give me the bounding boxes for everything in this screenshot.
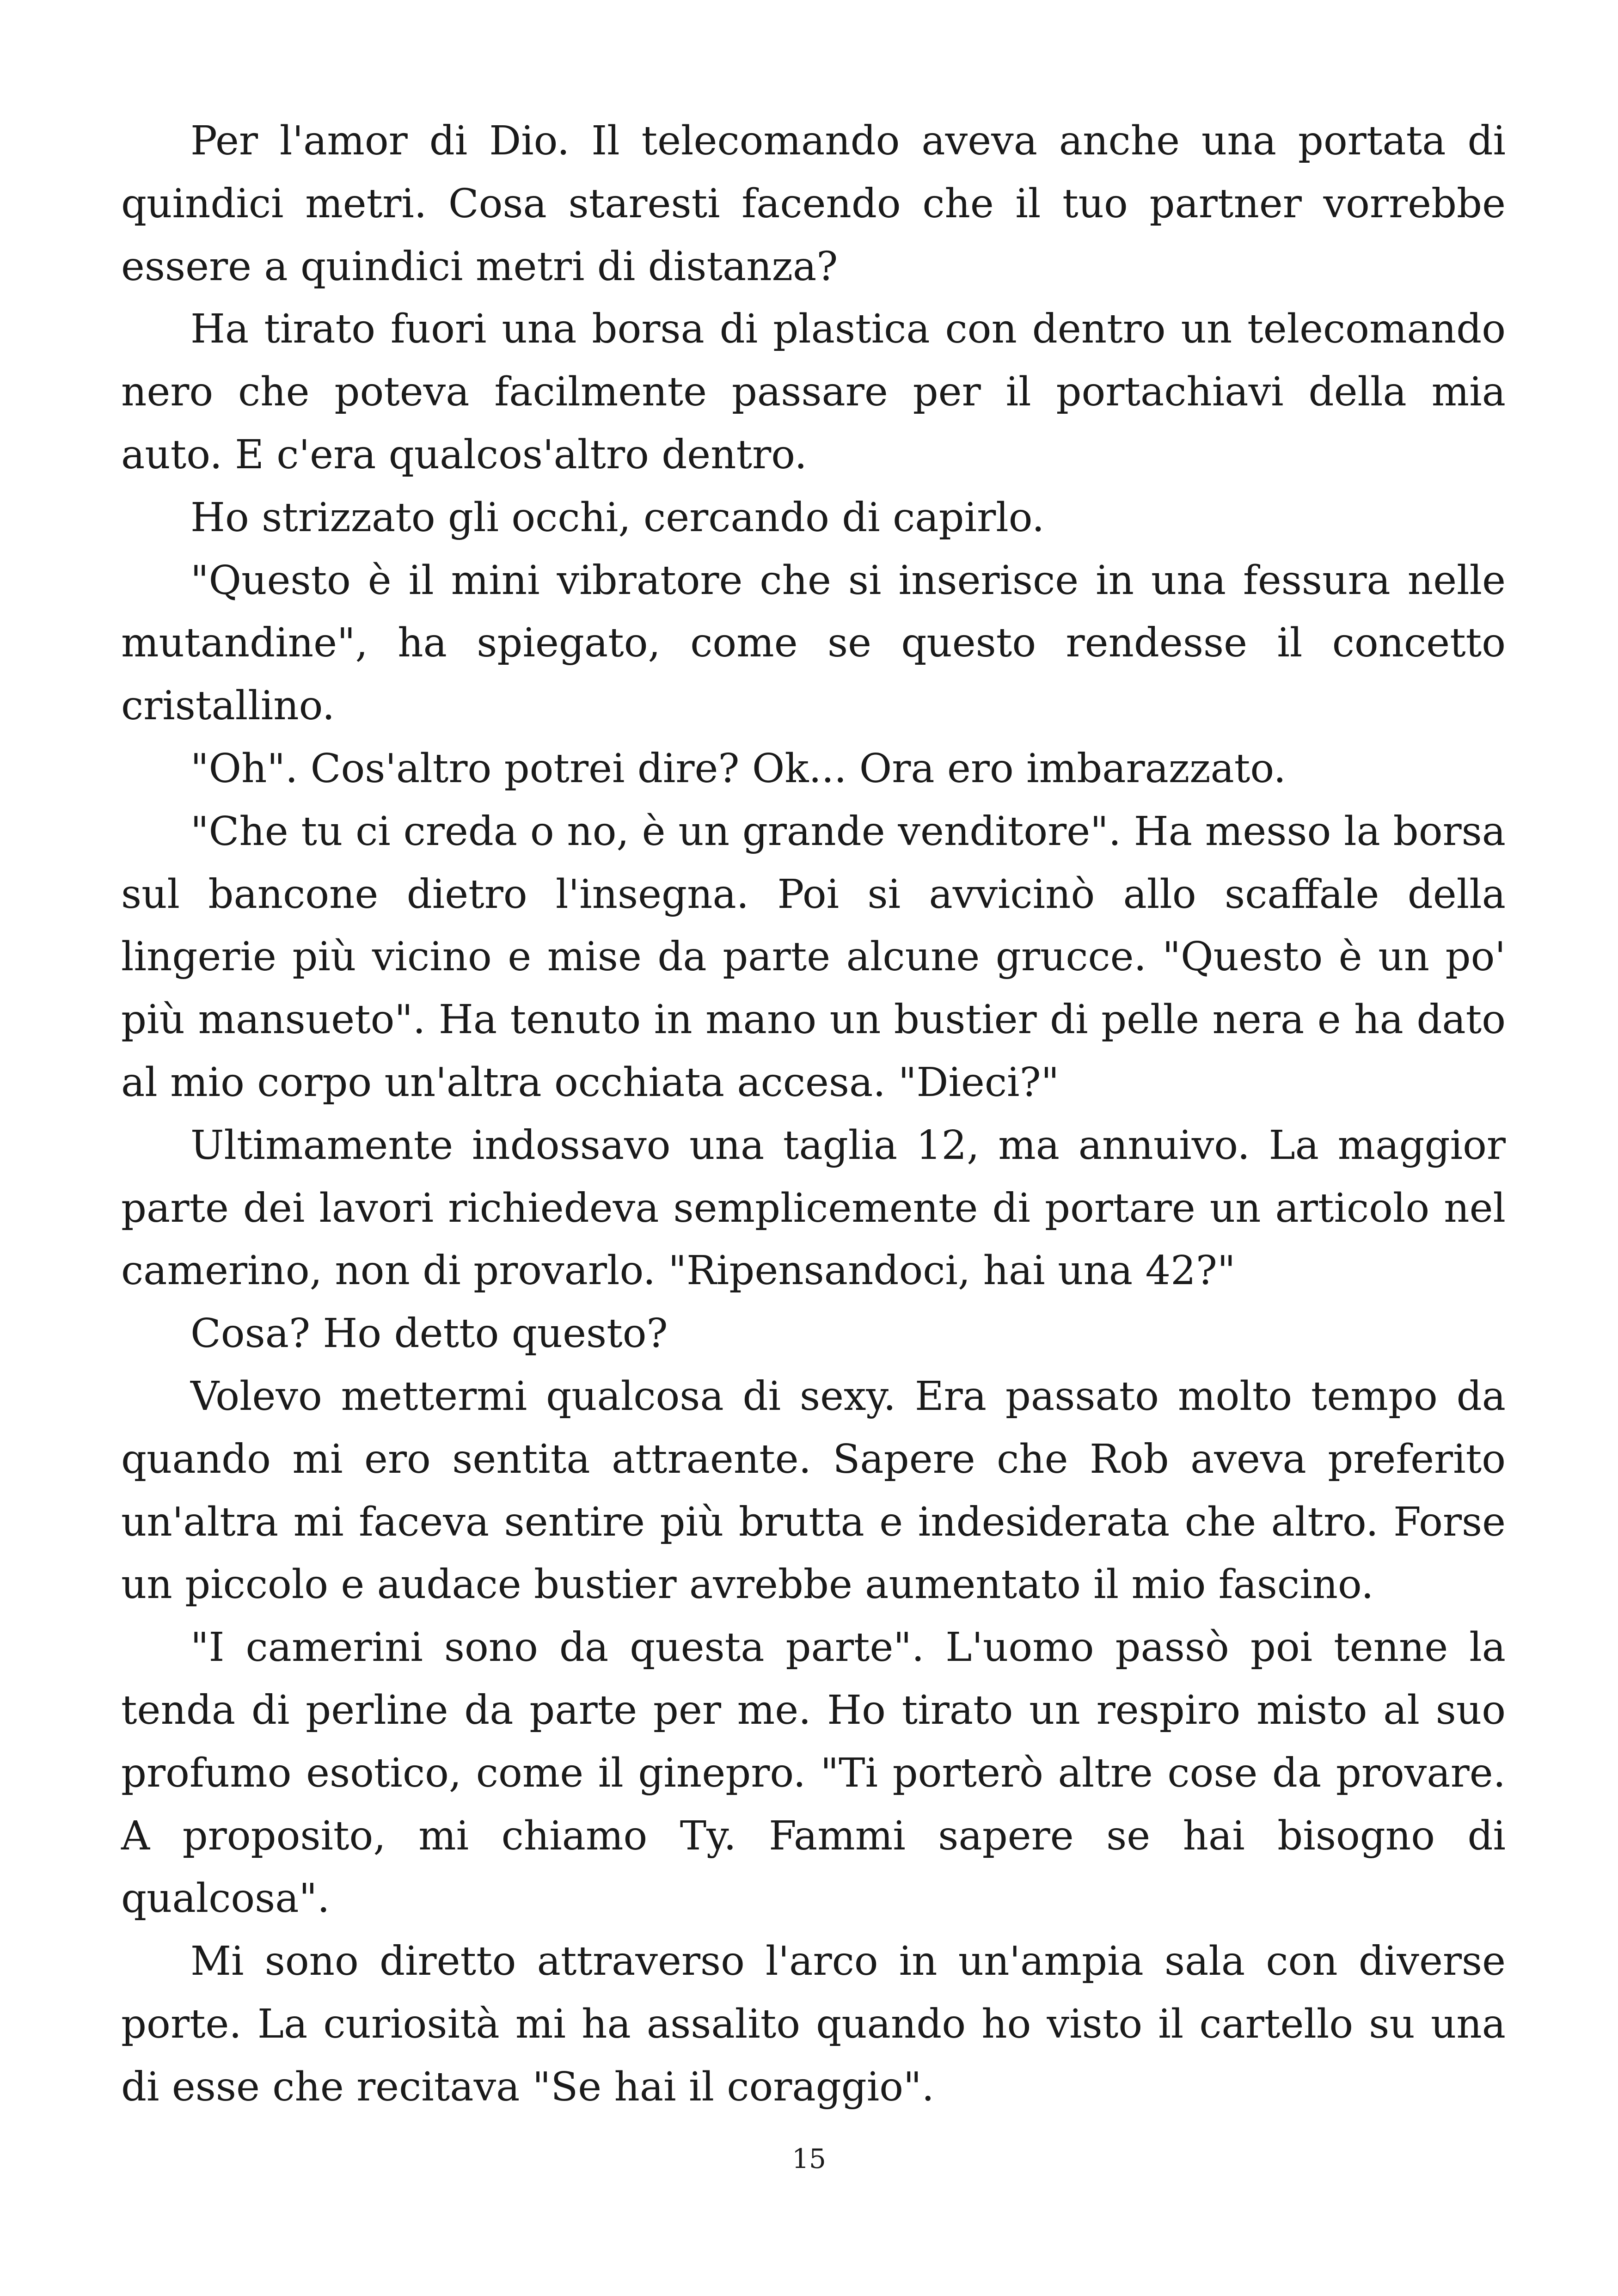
paragraph: Volevo mettermi qualcosa di sexy. Era passato molto tempo da quando mi ero sentita attraente. Sapere che Rob aveva preferito un'altra mi faceva sentire più brutta e indesiderata che altro. Forse un piccolo e audace bustier avrebbe aumentato il mio fascino. bbox=[121, 1373, 1506, 1608]
paragraph: "I camerini sono da questa parte". L'uomo passò poi tenne la tenda di perline da parte per me. Ho tirato un respiro misto al suo profumo esotico, come il ginepro. "Ti porterò altre cose da provare. A proposito, mi chiamo Ty. Fammi sapere se hai bisogno di qualcosa". bbox=[121, 1624, 1506, 1922]
paragraph: Mi sono diretto attraverso l'arco in un'ampia sala con diverse porte. La curiosità mi ha assalito quando ho visto il cartello su una di esse che recitava "Se hai il coraggio". bbox=[121, 1938, 1506, 2110]
body-text bbox=[121, 110, 1506, 2119]
paragraph: "Che tu ci creda o no, è un grande venditore". Ha messo la borsa sul bancone dietro l'insegna. Poi si avvicinò allo scaffale della lingerie più vicino e mise da parte alcune grucce. "Questo è un po' più mansueto". Ha tenuto in mano un bustier di pelle nera e ha dato al mio corpo un'altra occhiata accesa. "Dieci?" bbox=[121, 808, 1506, 1106]
page-number: 15 bbox=[792, 2143, 826, 2174]
paragraph: Per l'amor di Dio. Il telecomando aveva anche una portata di quindici metri. Cosa staresti facendo che il tuo partner vorrebbe essere a quindici metri di distanza? bbox=[121, 118, 1506, 290]
paragraph: Ultimamente indossavo una taglia 12, ma annuivo. La maggior parte dei lavori richiedeva semplicemente di portare un articolo nel camerino, non di provarlo. "Ripensandoci, hai una 42?" bbox=[121, 1122, 1506, 1294]
paragraph: Cosa? Ho detto questo? bbox=[190, 1310, 668, 1357]
paragraph: "Oh". Cos'altro potrei dire? Ok... Ora ero imbarazzato. bbox=[190, 745, 1286, 792]
paragraph: Ho strizzato gli occhi, cercando di capirlo. bbox=[190, 494, 1045, 541]
paragraph: Ha tirato fuori una borsa di plastica con dentro un telecomando nero che poteva facilmente passare per il portachiavi della mia auto. E c'era qualcos'altro dentro. bbox=[121, 306, 1506, 478]
paragraph: "Questo è il mini vibratore che si inserisce in una fessura nelle mutandine", ha spiegato, come se questo rendesse il concetto cristallino. bbox=[121, 557, 1506, 729]
